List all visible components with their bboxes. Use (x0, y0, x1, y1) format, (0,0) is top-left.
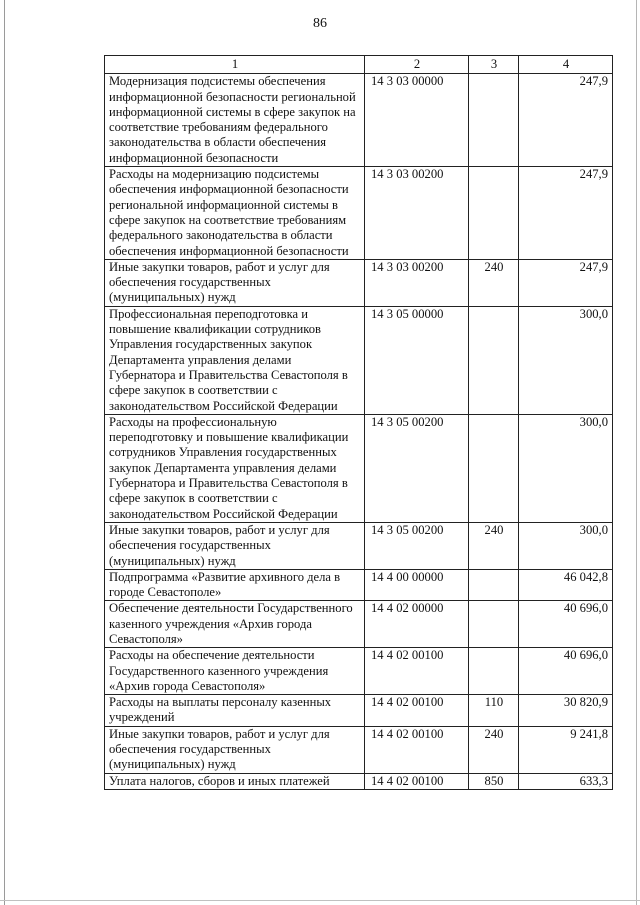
table-header-row (105, 56, 613, 74)
vr-cell (469, 414, 519, 522)
scan-edge-right (636, 0, 637, 905)
table-row (105, 74, 613, 167)
code-cell: 14 4 02 00100 (365, 695, 469, 727)
name-cell: Расходы на выплаты персоналу казенных учреждений (105, 695, 365, 727)
amount-cell: 9 241,8 (519, 726, 613, 773)
code-cell: 14 4 00 00000 (365, 569, 469, 601)
table-body (105, 74, 613, 790)
vr-cell: 110 (469, 695, 519, 727)
table-row (105, 773, 613, 789)
amount-cell: 247,9 (519, 74, 613, 167)
amount-cell: 40 696,0 (519, 601, 613, 648)
table-row (105, 726, 613, 773)
table-row (105, 167, 613, 260)
code-cell: 14 3 03 00200 (365, 167, 469, 260)
table-row (105, 414, 613, 522)
name-cell: Уплата налогов, сборов и иных платежей (105, 773, 365, 789)
table-row (105, 569, 613, 601)
vr-cell: 240 (469, 726, 519, 773)
name-cell: Иные закупки товаров, работ и услуг для обеспечения государственных (муниципальных) нужд (105, 259, 365, 306)
amount-cell: 300,0 (519, 306, 613, 414)
name-cell: Профессиональная переподготовка и повышение квалификации сотрудников Управления государственных закупок Департамента управления делами Губернатора и Правительства Севастополя в сфере закупок в соответствии с законодательством Российской Федерации (105, 306, 365, 414)
table-row (105, 648, 613, 695)
amount-cell: 300,0 (519, 522, 613, 569)
header-col-2: 2 (365, 56, 469, 74)
budget-table (104, 55, 613, 790)
code-cell: 14 3 05 00200 (365, 414, 469, 522)
code-cell: 14 3 03 00200 (365, 259, 469, 306)
vr-cell (469, 306, 519, 414)
name-cell: Иные закупки товаров, работ и услуг для обеспечения государственных (муниципальных) нужд (105, 522, 365, 569)
code-cell: 14 3 03 00000 (365, 74, 469, 167)
page-number: 86 (313, 16, 327, 31)
amount-cell: 247,9 (519, 259, 613, 306)
header-col-1: 1 (105, 56, 365, 74)
code-cell: 14 3 05 00000 (365, 306, 469, 414)
table-row (105, 259, 613, 306)
code-cell: 14 4 02 00000 (365, 601, 469, 648)
vr-cell: 240 (469, 522, 519, 569)
vr-cell (469, 74, 519, 167)
scan-edge-left (4, 0, 5, 905)
name-cell: Иные закупки товаров, работ и услуг для обеспечения государственных (муниципальных) нужд (105, 726, 365, 773)
name-cell: Расходы на модернизацию подсистемы обеспечения информационной безопасности региональной информационной системы в сфере закупок на соответствие требованиям федерального законодательства в области обеспечения информационной безопасности (105, 167, 365, 260)
scan-edge-bottom (0, 900, 640, 901)
vr-cell: 850 (469, 773, 519, 789)
name-cell: Подпрограмма «Развитие архивного дела в городе Севастополе» (105, 569, 365, 601)
name-cell: Расходы на профессиональную переподготовку и повышение квалификации сотрудников Управления государственных закупок Департамента управления делами Губернатора и Правительства Севастополя в сфере закупок в соответствии с законодательством Российской Федерации (105, 414, 365, 522)
table-row (105, 522, 613, 569)
vr-cell (469, 569, 519, 601)
vr-cell (469, 167, 519, 260)
header-col-3: 3 (469, 56, 519, 74)
name-cell: Расходы на обеспечение деятельности Государственного казенного учреждения «Архив города Севастополя» (105, 648, 365, 695)
table-row (105, 695, 613, 727)
amount-cell: 633,3 (519, 773, 613, 789)
amount-cell: 30 820,9 (519, 695, 613, 727)
name-cell: Обеспечение деятельности Государственного казенного учреждения «Архив города Севастополя» (105, 601, 365, 648)
code-cell: 14 4 02 00100 (365, 726, 469, 773)
amount-cell: 46 042,8 (519, 569, 613, 601)
vr-cell (469, 648, 519, 695)
table-row (105, 306, 613, 414)
code-cell: 14 4 02 00100 (365, 773, 469, 789)
amount-cell: 300,0 (519, 414, 613, 522)
code-cell: 14 4 02 00100 (365, 648, 469, 695)
vr-cell: 240 (469, 259, 519, 306)
header-col-4: 4 (519, 56, 613, 74)
table-row (105, 601, 613, 648)
amount-cell: 247,9 (519, 167, 613, 260)
name-cell: Модернизация подсистемы обеспечения информационной безопасности региональной информационной системы в сфере закупок на соответствие требованиям федерального законодательства в области обеспечения информационной безопасности (105, 74, 365, 167)
vr-cell (469, 601, 519, 648)
code-cell: 14 3 05 00200 (365, 522, 469, 569)
amount-cell: 40 696,0 (519, 648, 613, 695)
